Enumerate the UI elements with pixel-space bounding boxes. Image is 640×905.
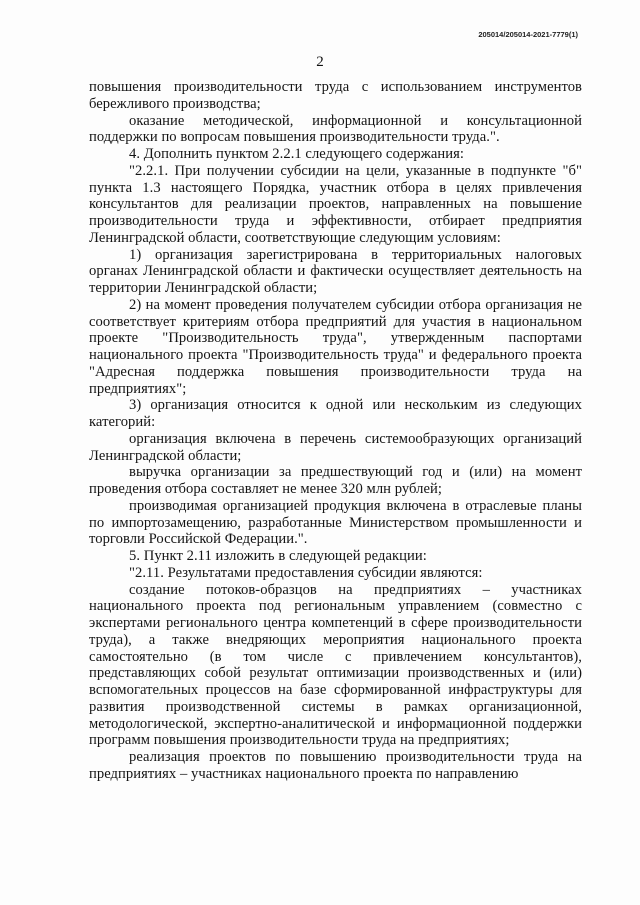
paragraph: выручка организации за предшествующий год и (или) на момент проведения отбора составляет не менее 320 млн рублей; <box>89 464 582 497</box>
paragraph: реализация проектов по повышению производительности труда на предприятиях – участниках национального проекта по направлению <box>89 749 582 782</box>
paragraph: создание потоков-образцов на предприятиях – участниках национального проекта под региональным управлением (совместно с экспертами регионального центра компетенций в сфере производительности труда), а также внедряющих мероприятия национального проекта самостоятельно (в том числе с привлечением консультантов), представляющих собой результат оптимизации производственных и (или) вспомогательных процессов на базе сформированной инфраструктуры для развития производственной системы в рамках организационной, методологической, экспертно-аналитической и информационной поддержки программ повышения производительности труда на предприятиях; <box>89 581 582 749</box>
paragraph: 3) организация относится к одной или нескольким из следующих категорий: <box>89 397 582 430</box>
paragraph: оказание методической, информационной и консультационной поддержки по вопросам повышения производительности труда.". <box>89 112 582 146</box>
paragraph: "2.2.1. При получении субсидии на цели, указанные в подпункте "б" пункта 1.3 настоящего Порядка, участник отбора в целях привлечения консультантов для реализации проектов, направленных на повышение производительности труда и эффективности, отбирает предприятия Ленинградской области, соответствующие следующим условиям: <box>89 162 582 246</box>
document-id: 205014/205014-2021-7779(1) <box>478 30 578 39</box>
paragraph: организация включена в перечень системообразующих организаций Ленинградской области; <box>89 430 582 464</box>
page-number: 2 <box>316 54 324 70</box>
paragraph: "2.11. Результатами предоставления субсидии являются: <box>129 564 483 581</box>
document-body <box>89 79 582 783</box>
paragraph: 5. Пункт 2.11 изложить в следующей редакции: <box>129 548 427 564</box>
paragraph: повышения производительности труда с использованием инструментов бережливого производства; <box>89 79 582 112</box>
paragraph: 4. Дополнить пунктом 2.2.1 следующего содержания: <box>129 146 464 162</box>
paragraph: 1) организация зарегистрирована в территориальных налоговых органах Ленинградской области и фактически осуществляет деятельность на территории Ленинградской области; <box>89 246 582 296</box>
paragraph: 2) на момент проведения получателем субсидии отбора организация не соответствует критериям отбора предприятий для участия в национальном проекте "Производительность труда", утвержденным паспортами национального проекта "Производительность труда" и федерального проекта "Адресная поддержка повышения производительности труда на предприятиях"; <box>89 296 582 397</box>
paragraph: производимая организацией продукция включена в отраслевые планы по импортозамещению, разработанные Министерством промышленности и торговли Российской Федерации.". <box>89 497 582 548</box>
